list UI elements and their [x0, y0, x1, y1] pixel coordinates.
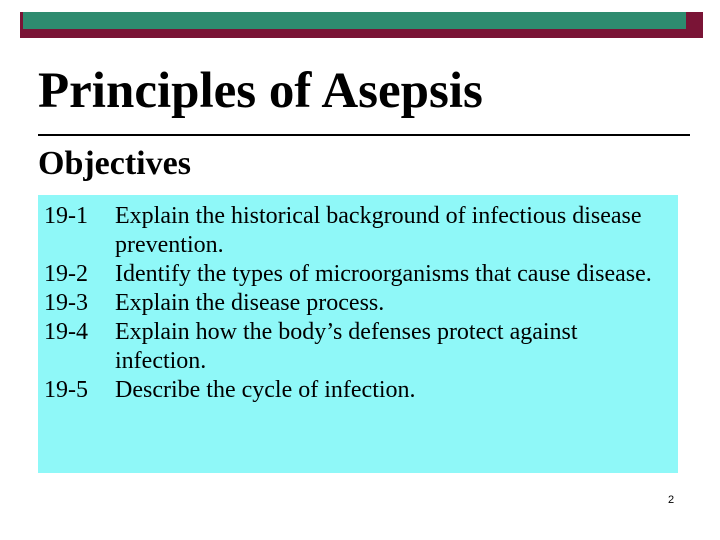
- objective-text: Explain the disease process.: [115, 290, 385, 316]
- objective-text: Explain the historical background of infectious disease prevention.: [115, 203, 642, 258]
- section-heading: Objectives: [38, 145, 191, 182]
- objective-text: Identify the types of microorganisms that cause disease.: [115, 261, 652, 287]
- objective-item: [44, 289, 678, 318]
- objective-item: [44, 318, 678, 376]
- objective-number: 19-2: [44, 261, 88, 287]
- page-number: 2: [668, 494, 675, 506]
- objective-item: [44, 376, 678, 405]
- slide-title: Principles of Asepsis: [38, 63, 483, 119]
- objective-number: 19-5: [44, 377, 88, 403]
- header-band: [20, 12, 703, 38]
- objective-item: [44, 260, 678, 289]
- title-divider: [38, 134, 690, 136]
- objective-item: [44, 202, 678, 260]
- objectives-list: [38, 195, 678, 473]
- objective-text: Describe the cycle of infection.: [115, 377, 416, 403]
- header-decoration-bar: [20, 12, 703, 38]
- header-corner-block: [686, 12, 703, 38]
- objective-number: 19-4: [44, 319, 88, 345]
- objective-number: 19-1: [44, 203, 88, 229]
- objective-text: Explain how the body’s defenses protect against infection.: [115, 319, 578, 374]
- objective-number: 19-3: [44, 290, 88, 316]
